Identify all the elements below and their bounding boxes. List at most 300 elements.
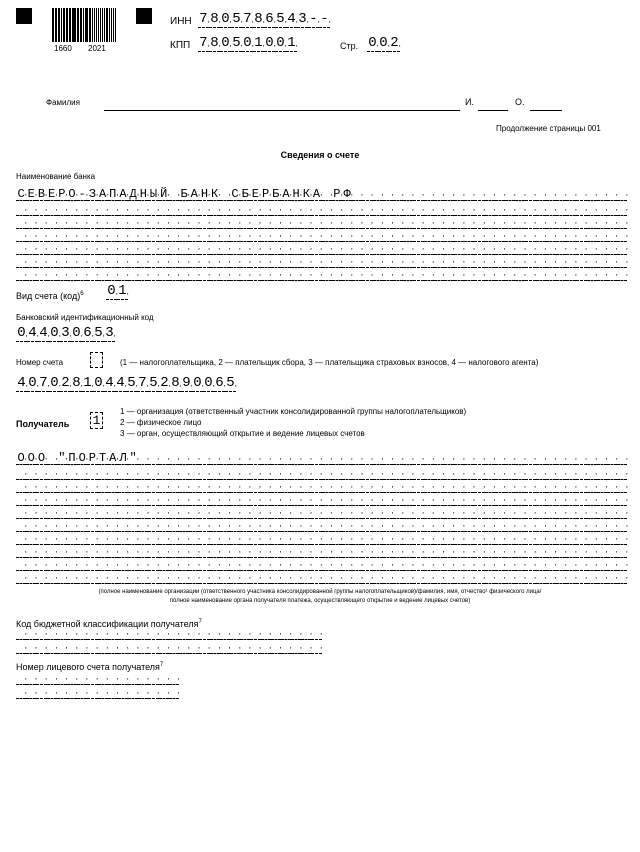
page-number-field[interactable]	[367, 36, 400, 52]
char-cell	[138, 627, 148, 640]
char-cell	[383, 203, 393, 216]
bik-label: Банковский идентификационный код	[16, 313, 154, 322]
bank-name-line-1[interactable]	[16, 188, 627, 201]
char-cell	[16, 216, 26, 229]
char-cell	[47, 452, 57, 465]
char-cell: 8 ·	[209, 12, 220, 28]
char-cell	[148, 242, 158, 255]
barcode-bar	[66, 8, 67, 42]
inn-field[interactable]	[198, 12, 330, 28]
char-cell	[464, 203, 474, 216]
char-cell	[515, 242, 525, 255]
char-cell	[210, 268, 220, 281]
char-cell	[403, 519, 413, 532]
char-cell	[250, 545, 260, 558]
char-cell	[311, 203, 321, 216]
barcode-bar	[80, 8, 82, 42]
char-cell: 0 ·	[367, 36, 378, 52]
char-cell	[301, 558, 311, 571]
char-cell: О ·	[36, 452, 46, 465]
char-cell	[118, 268, 128, 281]
char-cell	[240, 493, 250, 506]
char-cell	[607, 188, 617, 201]
char-cell	[434, 480, 444, 493]
char-cell	[454, 558, 464, 571]
char-cell	[597, 532, 607, 545]
char-cell	[77, 571, 87, 584]
barcode-bar	[89, 8, 91, 42]
char-cell	[617, 480, 627, 493]
char-cell	[210, 480, 220, 493]
char-cell	[373, 268, 383, 281]
bank-name-line-6[interactable]	[16, 255, 627, 268]
char-cell	[566, 268, 576, 281]
char-cell	[169, 545, 179, 558]
char-cell	[301, 519, 311, 532]
char-cell	[118, 242, 128, 255]
char-cell	[57, 627, 67, 640]
char-cell	[352, 242, 362, 255]
bank-name-line-2[interactable]	[16, 203, 627, 216]
char-cell	[525, 493, 535, 506]
char-cell	[617, 571, 627, 584]
char-cell	[311, 255, 321, 268]
char-cell	[311, 519, 321, 532]
char-cell	[169, 203, 179, 216]
char-cell	[444, 493, 454, 506]
bank-name-line-4[interactable]	[16, 229, 627, 242]
char-cell	[311, 229, 321, 242]
char-cell	[179, 242, 189, 255]
char-cell	[403, 452, 413, 465]
char-cell	[342, 532, 352, 545]
bank-name-line-5[interactable]	[16, 242, 627, 255]
char-cell	[515, 188, 525, 201]
char-cell	[77, 467, 87, 480]
char-cell	[362, 188, 372, 201]
char-cell	[77, 216, 87, 229]
char-cell: 0 ·	[264, 36, 275, 52]
char-cell	[495, 216, 505, 229]
char-cell	[159, 268, 169, 281]
char-cell	[250, 255, 260, 268]
char-cell	[87, 203, 97, 216]
char-cell	[322, 558, 332, 571]
char-cell	[47, 467, 57, 480]
char-cell	[87, 672, 97, 685]
char-cell	[311, 545, 321, 558]
char-cell	[148, 545, 158, 558]
char-cell	[485, 545, 495, 558]
char-cell	[108, 641, 118, 654]
char-cell: О ·	[16, 452, 26, 465]
registration-mark-left	[16, 8, 32, 24]
kpp-field[interactable]	[198, 36, 297, 52]
char-cell	[128, 571, 138, 584]
char-cell	[281, 255, 291, 268]
char-cell	[556, 203, 566, 216]
char-cell	[189, 558, 199, 571]
char-cell	[179, 558, 189, 571]
char-cell	[189, 203, 199, 216]
char-cell	[261, 452, 271, 465]
char-cell	[403, 532, 413, 545]
recipient-name-line-4[interactable]	[16, 493, 627, 506]
char-cell	[36, 506, 46, 519]
char-cell	[47, 506, 57, 519]
char-cell	[250, 627, 260, 640]
char-cell: О ·	[67, 188, 77, 201]
char-cell	[454, 493, 464, 506]
char-cell: Ы ·	[148, 188, 158, 201]
char-cell	[169, 672, 179, 685]
account-number-field[interactable]	[16, 376, 236, 392]
char-cell	[393, 558, 403, 571]
char-cell	[26, 493, 36, 506]
char-cell	[525, 480, 535, 493]
char-cell: 0 ·	[49, 376, 60, 392]
char-cell	[607, 532, 617, 545]
char-cell: Н ·	[199, 188, 209, 201]
char-cell: 7 ·	[38, 376, 49, 392]
char-cell	[16, 532, 26, 545]
char-cell	[210, 641, 220, 654]
char-cell	[199, 480, 209, 493]
char-cell	[485, 188, 495, 201]
char-cell	[311, 558, 321, 571]
char-cell	[199, 242, 209, 255]
barcode-bar	[67, 8, 68, 42]
char-cell	[57, 480, 67, 493]
char-cell	[67, 545, 77, 558]
char-cell: Р ·	[57, 188, 67, 201]
char-cell	[566, 532, 576, 545]
char-cell	[271, 506, 281, 519]
char-cell	[403, 558, 413, 571]
char-cell	[87, 255, 97, 268]
char-cell	[597, 216, 607, 229]
char-cell	[77, 268, 87, 281]
char-cell	[159, 506, 169, 519]
char-cell	[485, 452, 495, 465]
char-cell	[352, 188, 362, 201]
char-cell	[261, 480, 271, 493]
char-cell	[617, 452, 627, 465]
char-cell	[617, 255, 627, 268]
kpp-label: КПП	[170, 40, 191, 51]
char-cell	[108, 571, 118, 584]
char-cell	[240, 242, 250, 255]
char-cell	[199, 545, 209, 558]
char-cell	[250, 216, 260, 229]
char-cell	[454, 255, 464, 268]
char-cell	[373, 480, 383, 493]
char-cell	[179, 519, 189, 532]
char-cell	[199, 532, 209, 545]
char-cell	[108, 493, 118, 506]
char-cell	[485, 506, 495, 519]
char-cell	[36, 532, 46, 545]
char-cell	[281, 532, 291, 545]
char-cell: 6 ·	[214, 376, 225, 392]
recipient-note-2: полное наименование органа получателя платежа, осуществляющего открытие и ведение лицевых счетов)	[169, 598, 471, 604]
char-cell	[342, 545, 352, 558]
recipient-name-line-6[interactable]	[16, 519, 627, 532]
char-cell	[26, 229, 36, 242]
kbk-label: Код бюджетной классификации получателя$^7$	[16, 619, 202, 629]
char-cell	[536, 493, 546, 506]
char-cell: Й ·	[159, 188, 169, 201]
char-cell	[220, 188, 230, 201]
char-cell	[525, 519, 535, 532]
char-cell: 4 ·	[104, 376, 115, 392]
initial-i-line[interactable]	[478, 110, 508, 111]
char-cell	[189, 216, 199, 229]
recipient-name-line-9[interactable]	[16, 558, 627, 571]
barcode	[52, 8, 116, 52]
char-cell	[525, 229, 535, 242]
char-cell	[322, 467, 332, 480]
char-cell	[352, 532, 362, 545]
bik-field[interactable]	[16, 326, 115, 342]
recipient-name-line-8[interactable]	[16, 545, 627, 558]
char-cell: 2 ·	[389, 36, 400, 52]
recipient-type-field[interactable]: 1	[90, 412, 103, 429]
char-cell	[128, 203, 138, 216]
char-cell	[474, 188, 484, 201]
char-cell	[230, 519, 240, 532]
char-cell	[525, 545, 535, 558]
initial-o-line[interactable]	[530, 110, 562, 111]
char-cell	[230, 571, 240, 584]
char-cell	[424, 203, 434, 216]
char-cell	[26, 255, 36, 268]
char-cell	[525, 467, 535, 480]
char-cell	[189, 627, 199, 640]
char-cell	[495, 229, 505, 242]
char-cell	[291, 242, 301, 255]
char-cell	[220, 641, 230, 654]
char-cell	[607, 558, 617, 571]
char-cell	[434, 467, 444, 480]
char-cell	[566, 216, 576, 229]
char-cell	[281, 506, 291, 519]
char-cell	[597, 255, 607, 268]
char-cell	[322, 545, 332, 558]
char-cell	[536, 532, 546, 545]
char-cell: Р ·	[332, 188, 342, 201]
recipient-name-line-2[interactable]	[16, 467, 627, 480]
char-cell	[373, 229, 383, 242]
char-cell	[485, 532, 495, 545]
char-cell	[403, 571, 413, 584]
char-cell	[98, 686, 108, 699]
char-cell	[118, 216, 128, 229]
recipient-name-line-5[interactable]	[16, 506, 627, 519]
char-cell	[261, 255, 271, 268]
account-type-field[interactable]	[106, 284, 128, 300]
char-cell: О ·	[77, 452, 87, 465]
barcode-bar	[113, 8, 115, 42]
char-cell	[36, 268, 46, 281]
char-cell	[464, 558, 474, 571]
char-cell	[576, 506, 586, 519]
personal-account-field-2[interactable]	[16, 686, 179, 699]
char-cell	[607, 493, 617, 506]
char-cell	[403, 268, 413, 281]
char-cell	[566, 452, 576, 465]
char-cell	[199, 519, 209, 532]
char-cell	[352, 558, 362, 571]
char-cell	[597, 493, 607, 506]
char-cell	[332, 545, 342, 558]
char-cell	[199, 268, 209, 281]
recipient-name-line-10[interactable]	[16, 571, 627, 584]
char-cell	[362, 467, 372, 480]
char-cell	[413, 216, 423, 229]
char-cell	[464, 467, 474, 480]
recipient-name-line-7[interactable]	[16, 532, 627, 545]
char-cell	[271, 452, 281, 465]
char-cell	[159, 545, 169, 558]
kbk-field[interactable]	[16, 627, 322, 640]
char-cell	[403, 545, 413, 558]
char-cell	[199, 216, 209, 229]
char-cell	[311, 627, 321, 640]
char-cell: Е ·	[47, 188, 57, 201]
char-cell	[169, 188, 179, 201]
char-cell	[556, 558, 566, 571]
char-cell	[77, 242, 87, 255]
char-cell: 8 ·	[71, 376, 82, 392]
char-cell	[536, 452, 546, 465]
char-cell	[138, 480, 148, 493]
bank-name-line-3[interactable]	[16, 216, 627, 229]
barcode-bar	[111, 8, 112, 42]
char-cell: 0 ·	[220, 12, 231, 28]
char-cell	[474, 480, 484, 493]
char-cell	[485, 467, 495, 480]
char-cell	[352, 229, 362, 242]
char-cell	[383, 229, 393, 242]
char-cell	[47, 268, 57, 281]
char-cell	[474, 493, 484, 506]
char-cell: 7 ·	[198, 12, 209, 28]
char-cell	[87, 493, 97, 506]
char-cell	[179, 268, 189, 281]
surname-line[interactable]	[104, 110, 460, 111]
char-cell	[87, 467, 97, 480]
char-cell	[495, 255, 505, 268]
char-cell	[495, 519, 505, 532]
bank-name-line-7[interactable]	[16, 268, 627, 281]
char-cell: 7 ·	[198, 36, 209, 52]
char-cell	[159, 203, 169, 216]
char-cell	[148, 672, 158, 685]
char-cell	[271, 532, 281, 545]
char-cell	[566, 545, 576, 558]
char-cell	[98, 641, 108, 654]
char-cell	[332, 558, 342, 571]
char-cell	[576, 268, 586, 281]
char-cell	[597, 519, 607, 532]
char-cell	[393, 203, 403, 216]
char-cell	[47, 242, 57, 255]
char-cell	[311, 506, 321, 519]
char-cell	[525, 203, 535, 216]
char-cell	[16, 545, 26, 558]
char-cell	[566, 242, 576, 255]
char-cell	[261, 558, 271, 571]
char-cell	[444, 519, 454, 532]
char-cell	[474, 506, 484, 519]
char-cell	[189, 545, 199, 558]
char-cell	[271, 255, 281, 268]
char-cell	[47, 255, 57, 268]
barcode-bar	[69, 8, 71, 42]
char-cell	[556, 216, 566, 229]
char-cell	[36, 627, 46, 640]
kbk-field-2[interactable]	[16, 641, 322, 654]
char-cell	[281, 203, 291, 216]
personal-account-field[interactable]	[16, 672, 179, 685]
char-cell: 3 ·	[104, 326, 115, 342]
char-cell	[525, 255, 535, 268]
account-owner-code-field[interactable]	[90, 352, 103, 368]
char-cell	[485, 480, 495, 493]
char-cell	[597, 188, 607, 201]
char-cell	[57, 506, 67, 519]
char-cell	[515, 545, 525, 558]
char-cell	[607, 545, 617, 558]
char-cell	[301, 627, 311, 640]
char-cell	[98, 216, 108, 229]
char-cell: Р ·	[261, 188, 271, 201]
char-cell: 4 ·	[115, 376, 126, 392]
char-cell	[67, 627, 77, 640]
char-cell	[281, 467, 291, 480]
char-cell	[36, 255, 46, 268]
char-cell	[525, 242, 535, 255]
char-cell	[413, 532, 423, 545]
char-cell	[159, 229, 169, 242]
char-cell	[98, 255, 108, 268]
char-cell	[148, 255, 158, 268]
char-cell	[291, 558, 301, 571]
recipient-name-line-3[interactable]	[16, 480, 627, 493]
char-cell	[16, 493, 26, 506]
char-cell	[148, 452, 158, 465]
char-cell	[566, 493, 576, 506]
char-cell	[261, 467, 271, 480]
char-cell	[505, 255, 515, 268]
char-cell	[189, 480, 199, 493]
char-cell	[342, 255, 352, 268]
char-cell	[108, 255, 118, 268]
char-cell	[556, 493, 566, 506]
char-cell	[230, 452, 240, 465]
char-cell	[281, 519, 291, 532]
char-cell	[301, 545, 311, 558]
char-cell	[515, 519, 525, 532]
char-cell	[108, 519, 118, 532]
char-cell	[271, 519, 281, 532]
char-cell	[230, 255, 240, 268]
char-cell	[434, 558, 444, 571]
char-cell	[434, 519, 444, 532]
recipient-name-line-1[interactable]	[16, 452, 627, 465]
char-cell: 2 ·	[60, 376, 71, 392]
